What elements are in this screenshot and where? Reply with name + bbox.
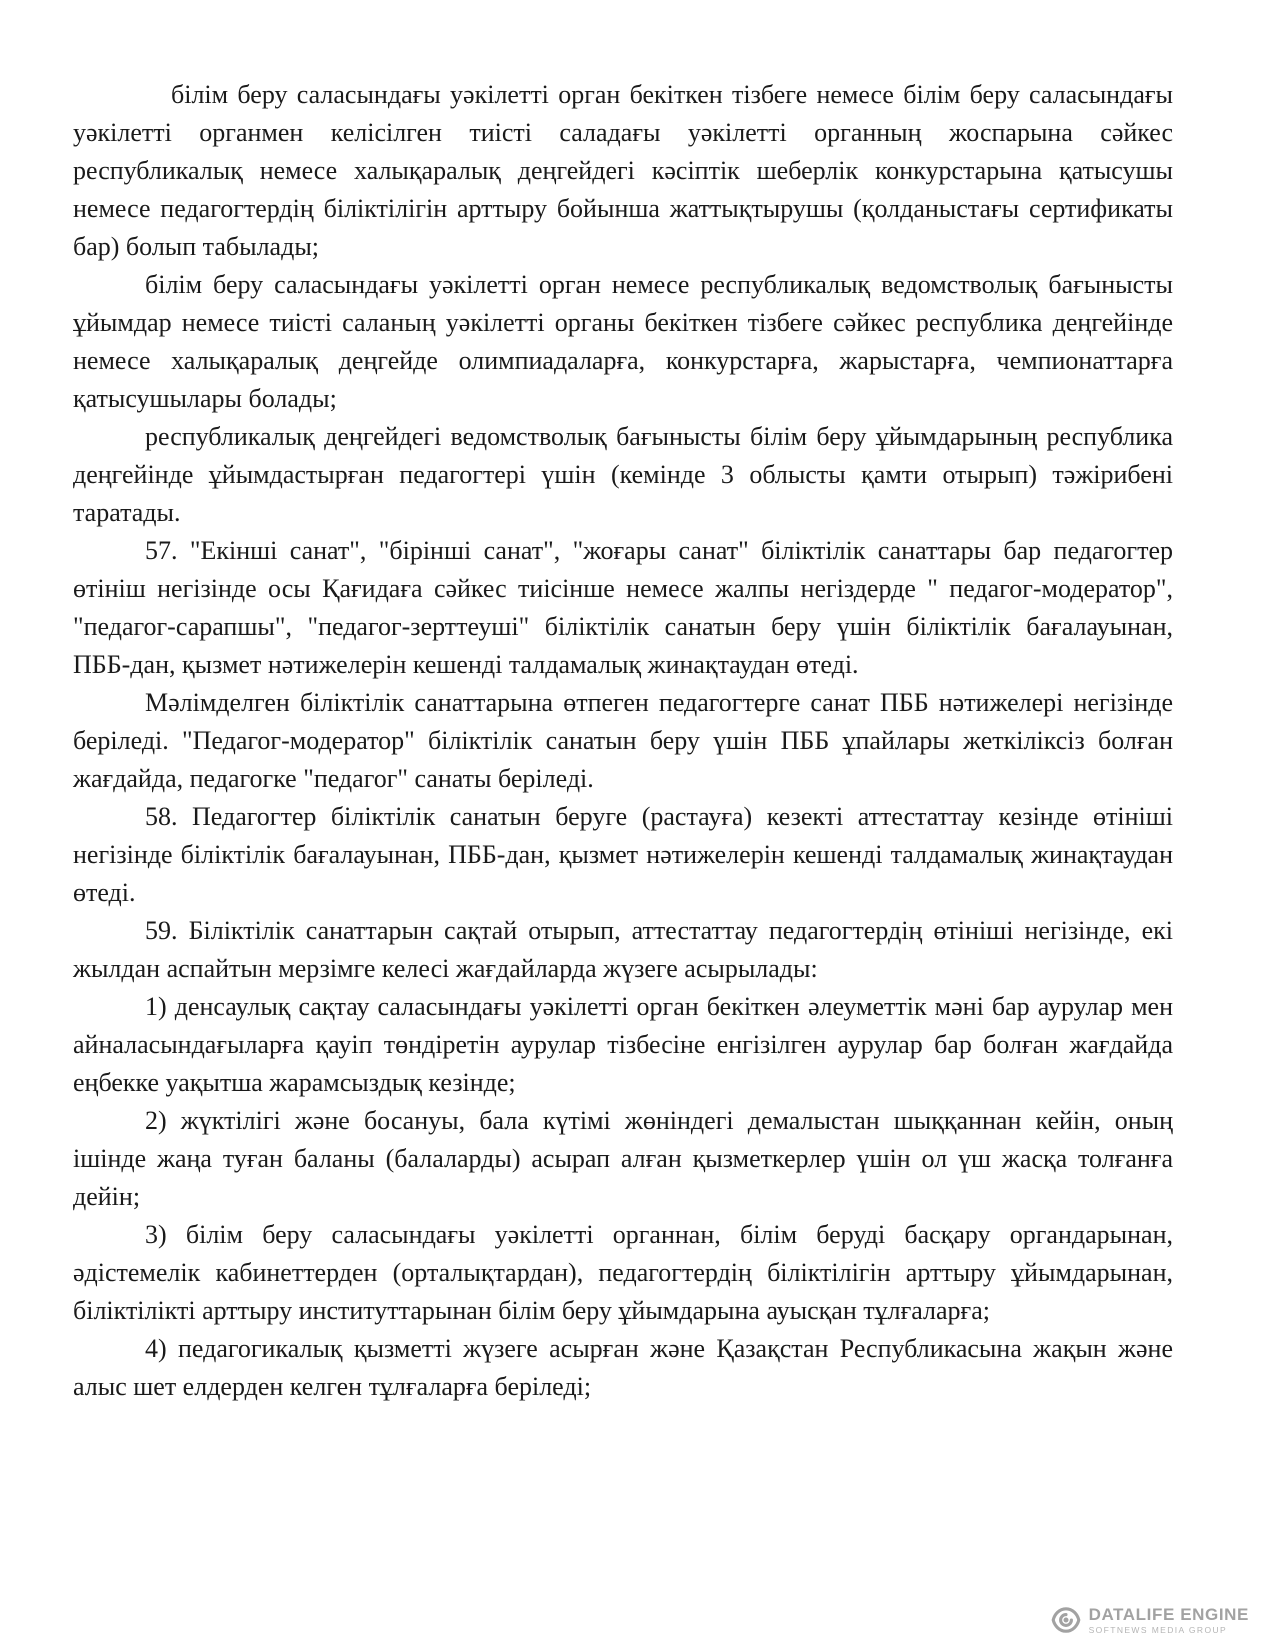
paragraph-continuation-3: республикалық деңгейдегі ведомстволық бағынысты білім беру ұйымдарының республика деңгейінде ұйымдастырған педагогтері үшін (кемінде 3 облысты қамти отырып) тәжірибені таратады. <box>73 422 1173 527</box>
datalife-engine-logo <box>1050 1604 1249 1636</box>
footer-logo-title: DATALIFE ENGINE <box>1088 1604 1249 1624</box>
datalife-engine-logo-text <box>1089 1606 1249 1635</box>
paragraph-subitem-3: 3) білім беру саласындағы уәкілетті органнан, білім беруді басқару органдарынан, әдістемелік кабинеттерден (орталықтардан), педагогтердің біліктілігін арттыру ұйымдарынан, біліктілікті арттыру институттарынан білім беру ұйымдарына ауысқан тұлғаларға; <box>73 1220 1173 1325</box>
paragraph-item-59: 59. Біліктілік санаттарын сақтай отырып, аттестаттау педагогтердің өтініші негізінде, екі жылдан аспайтын мерзімге келесі жағдайларда жүзеге асырылады: <box>73 916 1173 983</box>
document-body <box>73 76 1173 1406</box>
paragraph-subitem-1: 1) денсаулық сақтау саласындағы уәкілетті орган бекіткен әлеуметтік мәні бар аурулар мен айналасындағыларға қауіп төндіретін аурулар тізбесіне енгізілген аурулар бар болған жағдайда еңбекке уақытша жарамсыздық кезінде; <box>73 992 1173 1097</box>
paragraph-subitem-2: 2) жүктілігі және босануы, бала күтімі жөніндегі демалыстан шыққаннан кейін, оның ішінде жаңа туған баланы (балаларды) асырап алған қызметкерлер үшін ол үш жасқа толғанға дейін; <box>73 1106 1173 1211</box>
paragraph-item-57-note: Мәлімделген біліктілік санаттарына өтпеген педагогтерге санат ПББ нәтижелері негізінде беріледі. "Педагог-модератор" біліктілік санатын беру үшін ПББ ұпайлары жеткіліксіз болған жағдайда, педагогке "педагог" санаты беріледі. <box>73 688 1173 793</box>
paragraph-continuation-1: білім беру саласындағы уәкілетті орган бекіткен тізбеге немесе білім беру саласындағы уәкілетті органмен келісілген тиісті саладағы уәкілетті органның жоспарына сәйкес республикалық немесе халықаралық деңгейдегі кәсіптік шеберлік конкурстарына қатысушы немесе педагогтердің біліктілігін арттыру бойынша жаттықтырушы (қолданыстағы сертификаты бар) болып табылады; <box>73 80 1173 261</box>
paragraph-item-57: 57. "Екінші санат", "бірінші санат", "жоғары санат" біліктілік санаттары бар педагогтер өтініш негізінде осы Қағидаға сәйкес тиісінше немесе жалпы негіздерде " педагог-модератор", "педагог-сарапшы", "педагог-зерттеуші" біліктілік санатын беру үшін біліктілік бағалауынан, ПББ-дан, қызмет нәтижелерін кешенді талдамалық жинақтаудан өтеді. <box>73 536 1173 679</box>
paragraph-item-58: 58. Педагогтер біліктілік санатын беруге (растауға) кезекті аттестаттау кезінде өтініші негізінде біліктілік бағалауынан, ПББ-дан, қызмет нәтижелерін кешенді талдамалық жинақтаудан өтеді. <box>73 802 1173 907</box>
paragraph-continuation-2: білім беру саласындағы уәкілетті орган немесе республикалық ведомстволық бағынысты ұйымдар немесе тиісті саланың уәкілетті органы бекіткен тізбеге сәйкес республика деңгейінде немесе халықаралық деңгейде олимпиадаларға, конкурстарға, жарыстарға, чемпионаттарға қатысушылары болады; <box>73 270 1173 413</box>
datalife-engine-eye-icon <box>1050 1604 1082 1636</box>
footer-logo-subtitle: SOFTNEWS MEDIA GROUP <box>1088 1624 1228 1635</box>
paragraph-subitem-4: 4) педагогикалық қызметті жүзеге асырған және Қазақстан Республикасына жақын және алыс шет елдерден келген тұлғаларға беріледі; <box>73 1334 1173 1401</box>
